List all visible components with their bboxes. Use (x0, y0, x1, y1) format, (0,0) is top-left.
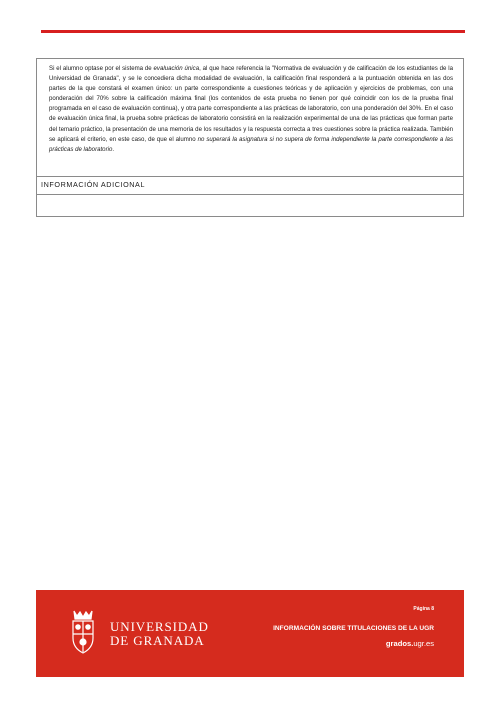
paragraph-text-1: Si el alumno optase por el sistema de (49, 65, 154, 72)
paragraph-italic-evaluacion-unica: evaluación única (153, 65, 200, 72)
page-number: Página 8 (413, 606, 434, 612)
footer-banner (36, 590, 464, 677)
table-divider (37, 194, 463, 195)
paragraph-text-2: , al que hace referencia la "Normativa de evaluación y de calificación de los estudiantes de la Universidad de Granada", y se le concediera dicha modalidad de evaluación, la calificación final responderá a la puntuación obtenida en las dos partes de la que constará el examen único: un parte correspondiente a cuestiones teóricas y de aplicación y ejercicios de problemas, con una ponderación del 70% sobre la calificación máxima final (los contenidos de esta prueba no tienen por qué coincidir con los de la prueba final programada en el caso de evaluación continua), y otra parte correspondiente a las prácticas de laboratorio, con una ponderación del 30%. En el caso de evaluación única final, la prueba sobre prácticas de laboratorio consistirá en la realización experimental de una de las prácticas que forman parte del temario práctico, la presentación de una memoria de los resultados y la respuesta correcta a tres cuestiones sobre la práctica realizada. También se aplicará el criterio, en este caso, de que el alumno (49, 65, 454, 143)
evaluation-table (36, 58, 464, 217)
evaluation-unica-paragraph (49, 64, 453, 155)
grados-website-link[interactable] (386, 639, 434, 648)
site-suffix: ugr.es (413, 639, 434, 648)
paragraph-italic-requirement: no superará la asignatura si no supera de forma independiente la parte correspondiente a las prácticas de laboratorio (49, 135, 453, 153)
top-red-rule (41, 30, 465, 33)
university-name-line1: UNIVERSIDAD (110, 619, 209, 634)
university-logo-text (110, 620, 209, 648)
site-prefix: grados. (385, 639, 414, 648)
university-name-line2: DE GRANADA (110, 633, 205, 648)
titulaciones-info-title: INFORMACIÓN SOBRE TITULACIONES DE LA UGR (273, 625, 434, 632)
table-divider (37, 176, 463, 177)
university-crest-icon (68, 608, 98, 656)
paragraph-text-3: . (112, 145, 115, 153)
additional-info-heading: INFORMACIÓN ADICIONAL (41, 180, 146, 189)
